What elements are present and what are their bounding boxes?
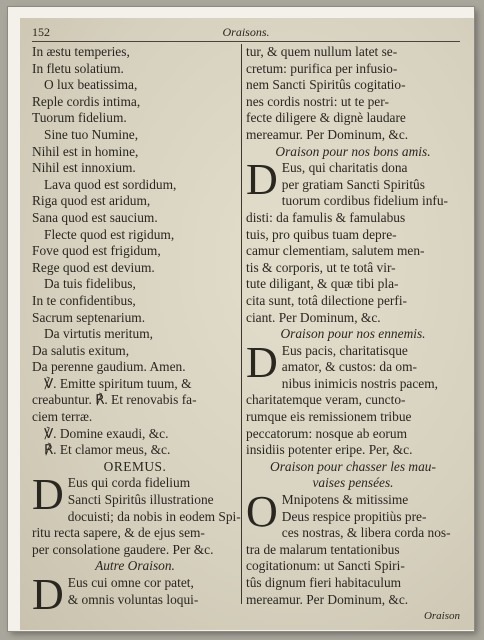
text-line: Fove quod est frigidum, — [32, 243, 161, 259]
text-line: tute diligant, & quæ tibi pla- — [246, 276, 399, 292]
text-line: Da tuis fidelibus, — [44, 276, 136, 292]
continuation-lines — [246, 44, 460, 144]
text-line: Rege quod est devium. — [32, 259, 155, 275]
text-line: tur, & quem nullum latet se- — [246, 44, 398, 59]
text-line: ciant. Per Dominum, &c. — [246, 309, 381, 325]
text-line: tis & corporis, ut te totâ vir- — [246, 259, 396, 275]
text-line: tûs dignum fieri habitaculum — [246, 575, 402, 590]
left-column — [32, 44, 241, 619]
text-line: Mnipotens & mitissime — [281, 492, 409, 508]
text-line: Sana quod est saucium. — [32, 209, 158, 225]
text-line: Nihil est innoxium. — [32, 160, 136, 176]
section-title: Oraison pour chasser les mau- — [270, 458, 436, 474]
drop-cap: D — [32, 470, 64, 520]
text-line: docuisti; da nobis in eodem Spi- — [67, 508, 241, 524]
pensees-text — [246, 487, 460, 608]
catchword: Oraison — [423, 610, 460, 623]
text-line: disti: da famulis & famulabus — [246, 209, 406, 225]
oremus-paragraph — [32, 470, 241, 558]
text-line: insidiis potenter eripe. Per, &c. — [246, 442, 413, 458]
text-line: fecte diligere & dignè laudare — [246, 110, 406, 126]
text-line: creabuntur. ℟. Et renovabis fa- — [32, 392, 197, 408]
running-title: Oraisons. — [222, 25, 270, 39]
text-line: OREMUS. — [103, 458, 167, 474]
text-line: ℣. Domine exaudi, &c. — [44, 425, 169, 441]
text-line: Da perenne gaudium. Amen. — [32, 359, 186, 375]
page-header — [32, 24, 460, 42]
text-line: Tuorum fidelium. — [32, 110, 127, 126]
section-title: Oraison pour nos ennemis. — [280, 326, 426, 342]
text-line: & omnis voluntas loqui- — [67, 591, 199, 607]
text-line: Riga quod est aridum, — [32, 193, 151, 209]
text-line: Sancti Spiritûs illustratione — [67, 492, 214, 508]
text-line: O lux beatissima, — [44, 77, 138, 93]
text-line: cretum: purifica per infusio- — [246, 60, 398, 76]
text-line: Sacrum septenarium. — [32, 309, 146, 325]
ennemis-text — [246, 337, 460, 459]
text-line: tuis, pro quibus tuam depre- — [246, 226, 397, 242]
text-line: In te confidentibus, — [32, 292, 136, 308]
ennemis-paragraph — [246, 337, 460, 459]
text-line: per consolatione gaudere. Per &c. — [32, 541, 214, 557]
page-number: 152 — [32, 25, 50, 39]
text-line: Nihil est in homine, — [32, 143, 139, 159]
left-lines — [32, 44, 238, 475]
drop-cap: O — [246, 487, 278, 537]
text-line: Eus pacis, charitatisque — [281, 342, 408, 358]
autre-oraison-paragraph — [32, 570, 238, 619]
text-line: rumque eis remissionem tribue — [246, 409, 412, 425]
book-page — [20, 18, 474, 630]
text-line: In æstu temperies, — [32, 44, 130, 59]
subsection-title: Autre Oraison. — [95, 558, 175, 574]
bons-amis-text — [246, 155, 460, 326]
section-title: Oraison pour nos bons amis. — [275, 143, 431, 159]
right-column — [246, 44, 460, 625]
section-title-cont: vaises pensées. — [312, 475, 394, 491]
text-line: ℣. Emitte spiritum tuum, & — [44, 375, 192, 391]
bons-amis-paragraph — [246, 155, 460, 326]
text-line: tuorum cordibus fidelium infu- — [281, 193, 449, 209]
text-line: Flecte quod est rigidum, — [44, 226, 175, 242]
text-line: nem Sancti Spiritûs cogitatio- — [246, 77, 406, 93]
text-line: Sine tuo Numine, — [44, 126, 139, 142]
text-line: per gratiam Sancti Spiritûs — [281, 176, 425, 192]
text-line: nibus inimicis nostris pacem, — [281, 375, 438, 391]
text-line: Da salutis exitum, — [32, 342, 130, 358]
text-line: mereamur. Per Dominum, &c. — [246, 591, 409, 607]
text-line: cita sunt, totâ dilectione perfi- — [246, 292, 408, 308]
text-line: ciem terræ. — [32, 409, 93, 425]
drop-cap: D — [32, 570, 64, 619]
text-line: camur clementiam, salutem men- — [246, 243, 425, 259]
text-line: Reple cordis intima, — [32, 93, 141, 109]
text-line: Deus respice propitiùs pre- — [281, 508, 427, 524]
text-line: mereamur. Per Dominum, &c. — [246, 126, 409, 142]
text-line: Da virtutis meritum, — [44, 326, 153, 342]
text-line: ℟. Et clamor meus, &c. — [44, 442, 171, 458]
pensees-paragraph — [246, 487, 460, 608]
drop-cap: D — [246, 155, 278, 205]
drop-cap: D — [246, 337, 278, 387]
text-line: Eus cui omne cor patet, — [67, 575, 194, 590]
text-line: In fletu solatium. — [32, 60, 124, 76]
text-line: charitatemque veram, cuncto- — [246, 392, 406, 408]
column-divider — [241, 44, 242, 604]
text-line: ritu recta sapere, & de ejus sem- — [32, 525, 205, 541]
text-line: ces nostras, & libera corda nos- — [281, 525, 451, 541]
text-line: peccatorum: nosque ab eorum — [246, 425, 408, 441]
text-line: amator, & custos: da om- — [281, 359, 417, 375]
text-line: Lava quod est sordidum, — [44, 176, 177, 192]
text-line: cogitationum: ut Sancti Spiri- — [246, 558, 405, 574]
text-line: Eus, qui charitatis dona — [281, 160, 408, 176]
text-line: nes cordis nostri: ut te per- — [246, 93, 389, 109]
text-line: tra de malarum tentationibus — [246, 541, 400, 557]
page-content — [32, 24, 460, 623]
text-line: Eus qui corda fidelium — [67, 475, 191, 491]
